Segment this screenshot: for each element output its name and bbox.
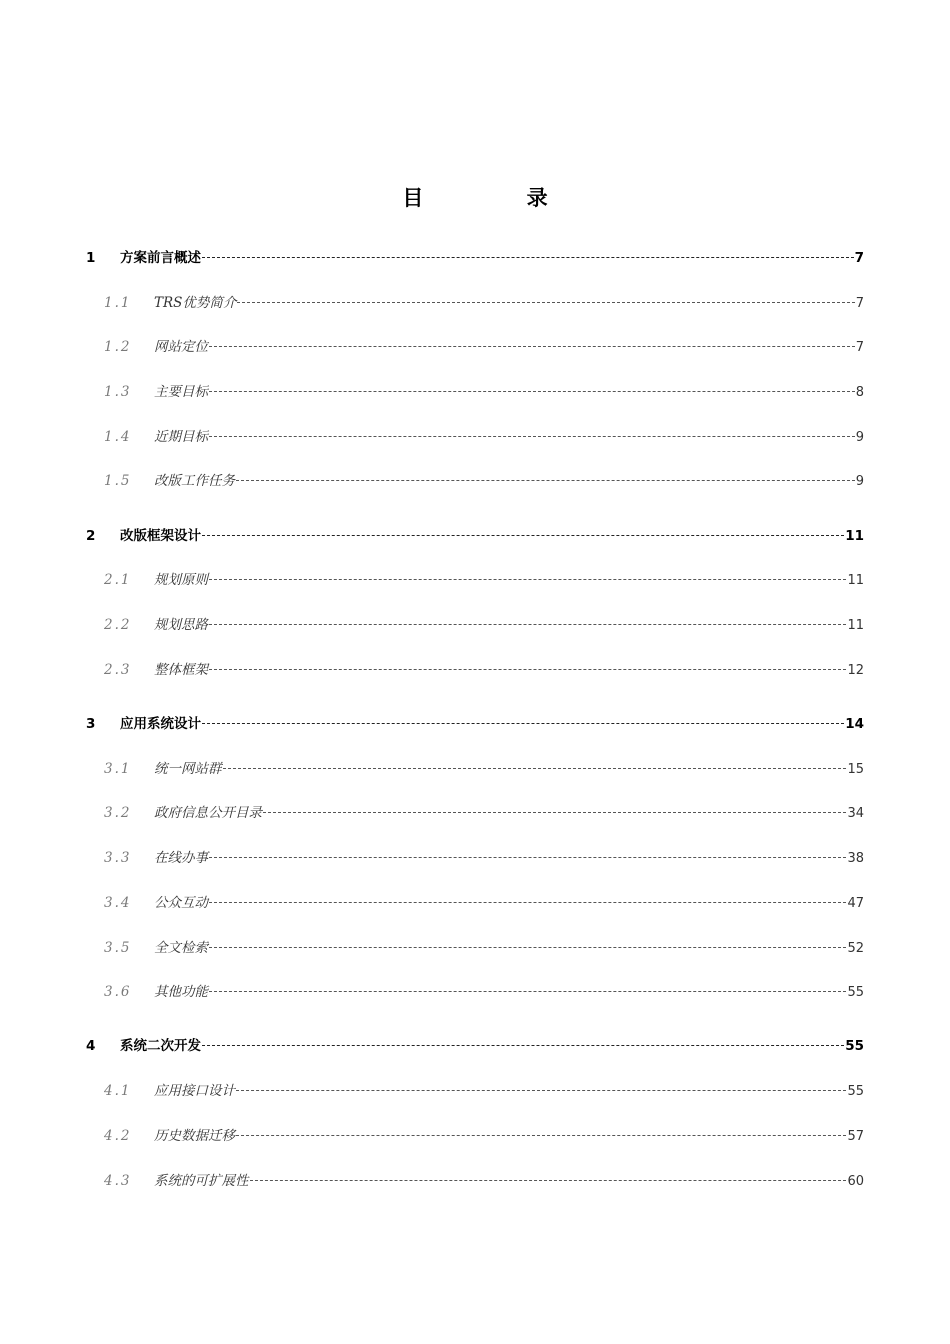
toc-entry-number: 3 <box>86 716 96 733</box>
toc-entry-label: 统一网站群 <box>154 760 222 777</box>
table-of-contents <box>86 246 864 1213</box>
toc-entry-number: 4.3 <box>104 1172 132 1189</box>
toc-entry-page-number: 52 <box>847 940 864 956</box>
toc-section-entry[interactable] <box>86 425 864 470</box>
toc-dot-leader <box>209 991 846 992</box>
toc-entry-page-number: 11 <box>847 618 864 634</box>
toc-entry-page-number: 12 <box>847 662 864 678</box>
toc-entry-label: 改版工作任务 <box>154 473 235 490</box>
toc-section-entry[interactable] <box>86 1079 864 1124</box>
toc-entry-number: 4.1 <box>104 1083 132 1100</box>
toc-entry-label: 系统二次开发 <box>120 1038 201 1055</box>
toc-section-entry[interactable] <box>86 469 864 514</box>
toc-entry-label: 全文检索 <box>154 939 208 956</box>
toc-entry-page-number: 55 <box>847 1084 864 1100</box>
toc-section-entry[interactable] <box>86 980 864 1025</box>
toc-entry-number: 3.1 <box>104 760 132 777</box>
toc-entry-label: 主要目标 <box>154 384 208 401</box>
toc-section-entry[interactable] <box>86 1169 864 1214</box>
toc-entry-label: 应用系统设计 <box>120 716 201 733</box>
toc-entry-label: 其他功能 <box>154 984 208 1001</box>
toc-section-entry[interactable] <box>86 380 864 425</box>
toc-dot-leader <box>202 723 844 724</box>
toc-entry-number: 1 <box>86 250 96 266</box>
toc-dot-leader <box>237 302 854 303</box>
toc-entry-page-number: 55 <box>847 985 864 1001</box>
toc-entry-number: 3.6 <box>104 984 132 1001</box>
toc-dot-leader <box>202 1045 844 1046</box>
toc-section-entry[interactable] <box>86 568 864 613</box>
toc-entry-number: 1.1 <box>104 294 132 311</box>
toc-entry-page-number: 34 <box>847 806 864 822</box>
toc-dot-leader <box>209 857 846 858</box>
toc-dot-leader <box>209 947 846 948</box>
toc-entry-label: 整体框架 <box>154 661 208 678</box>
toc-section-entry[interactable] <box>86 801 864 846</box>
toc-entry-page-number: 11 <box>845 527 864 544</box>
toc-dot-leader <box>223 768 847 769</box>
toc-entry-page-number: 7 <box>855 295 864 311</box>
toc-section-entry[interactable] <box>86 1124 864 1169</box>
toc-entry-label: 历史数据迁移 <box>154 1127 235 1144</box>
toc-dot-leader <box>209 391 855 392</box>
toc-entry-number: 3.2 <box>104 805 132 822</box>
toc-entry-label: 应用接口设计 <box>154 1083 235 1100</box>
toc-entry-number: 1.2 <box>104 339 132 356</box>
toc-entry-number: 4 <box>86 1038 96 1055</box>
toc-entry-label: 系统的可扩展性 <box>154 1172 249 1189</box>
toc-entry-page-number: 38 <box>847 851 864 867</box>
toc-entry-page-number: 9 <box>855 474 864 490</box>
toc-section-entry[interactable] <box>86 936 864 981</box>
toc-dot-leader <box>209 436 855 437</box>
toc-dot-leader <box>209 902 846 903</box>
toc-entry-number: 2.3 <box>104 661 132 678</box>
toc-entry-label: 政府信息公开目录 <box>154 805 262 822</box>
toc-entry-label: 公众互动 <box>154 894 208 911</box>
toc-dot-leader <box>209 624 846 625</box>
toc-entry-number: 4.2 <box>104 1127 132 1144</box>
toc-section-entry[interactable] <box>86 613 864 658</box>
toc-entry-number: 1.3 <box>104 384 132 401</box>
toc-entry-page-number: 57 <box>847 1128 864 1144</box>
toc-entry-label: 在线办事 <box>154 850 208 867</box>
toc-entry-page-number: 15 <box>847 761 864 777</box>
toc-dot-leader <box>236 480 855 481</box>
toc-entry-number: 2.2 <box>104 617 132 634</box>
toc-section-entry[interactable] <box>86 658 864 703</box>
toc-entry-page-number: 14 <box>845 716 864 733</box>
toc-entry-number: 1.4 <box>104 428 132 445</box>
toc-entry-label: TRS优势简介 <box>154 294 237 311</box>
toc-entry-page-number: 8 <box>855 385 864 401</box>
toc-chapter-entry[interactable] <box>86 1034 864 1079</box>
toc-entry-number: 3.3 <box>104 850 132 867</box>
page-title: 目 录 <box>402 186 596 210</box>
toc-section-entry[interactable] <box>86 291 864 336</box>
toc-dot-leader <box>209 669 846 670</box>
toc-entry-label: 网站定位 <box>154 339 208 356</box>
toc-dot-leader <box>263 812 846 813</box>
toc-entry-number: 3.4 <box>104 894 132 911</box>
toc-dot-leader <box>202 257 854 258</box>
toc-entry-page-number: 7 <box>854 250 864 266</box>
toc-chapter-entry[interactable] <box>86 712 864 757</box>
toc-dot-leader <box>236 1135 846 1136</box>
toc-entry-label: 改版框架设计 <box>120 527 201 544</box>
toc-entry-page-number: 55 <box>845 1038 864 1055</box>
toc-entry-page-number: 11 <box>847 573 864 589</box>
toc-entry-number: 3.5 <box>104 939 132 956</box>
toc-chapter-entry[interactable] <box>86 246 864 291</box>
toc-entry-label: 方案前言概述 <box>120 250 201 266</box>
toc-section-entry[interactable] <box>86 891 864 936</box>
toc-dot-leader <box>209 579 846 580</box>
toc-entry-label: 规划原则 <box>154 572 208 589</box>
toc-dot-leader <box>209 346 855 347</box>
toc-entry-page-number: 60 <box>847 1173 864 1189</box>
toc-section-entry[interactable] <box>86 846 864 891</box>
toc-entry-number: 1.5 <box>104 473 132 490</box>
toc-entry-number: 2.1 <box>104 572 132 589</box>
toc-entry-page-number: 47 <box>847 895 864 911</box>
toc-dot-leader <box>202 535 844 536</box>
toc-entry-page-number: 7 <box>855 340 864 356</box>
toc-entry-number: 2 <box>86 527 96 544</box>
toc-entry-label: 规划思路 <box>154 617 208 634</box>
toc-chapter-entry[interactable] <box>86 524 864 569</box>
toc-dot-leader <box>236 1090 846 1091</box>
toc-section-entry[interactable] <box>86 757 864 802</box>
toc-section-entry[interactable] <box>86 335 864 380</box>
toc-entry-label: 近期目标 <box>154 428 208 445</box>
toc-dot-leader <box>250 1180 847 1181</box>
toc-entry-page-number: 9 <box>855 429 864 445</box>
